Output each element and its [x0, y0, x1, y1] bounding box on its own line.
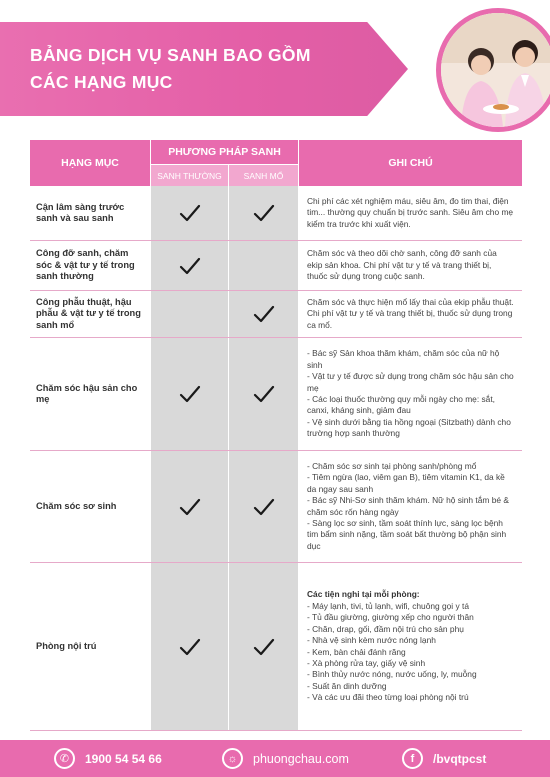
table-row [30, 451, 522, 563]
header-category: HẠNG MỤC [30, 140, 150, 186]
globe-icon: ☼ [222, 748, 243, 769]
note-line: - Máy lạnh, tivi, tủ lạnh, wifi, chuông gọi y tá [307, 600, 469, 611]
row-note [298, 291, 522, 337]
note-line: - Vệ sinh dưới bằng tia hồng ngoại (Sitzbath) dành cho trường hợp sanh thường [307, 416, 511, 439]
phone-number: 1900 54 54 66 [85, 751, 162, 766]
header-normal-birth: SANH THƯỜNG [150, 164, 228, 186]
note-line: - Và các ưu đãi theo từng loại phòng nội trú [307, 692, 469, 703]
normal-birth-cell [150, 186, 228, 240]
normal-birth-cell [150, 451, 228, 562]
table-row [30, 563, 522, 731]
row-category: Chăm sóc hậu sản cho mẹ [36, 382, 138, 404]
table-row [30, 338, 522, 451]
check-icon [253, 384, 275, 404]
note-line: - Bác sỹ Sản khoa thăm khám, chăm sóc của nữ hộ sinh [307, 348, 500, 370]
nurse-patient-photo [441, 13, 550, 127]
facebook-icon: f [402, 748, 423, 769]
header-c-section: SANH MỔ [228, 164, 298, 186]
phone-icon: ✆ [54, 748, 75, 769]
table-row [30, 241, 522, 291]
note-line: - Chăn, drap, gối, đầm nội trú cho sản phụ [307, 623, 464, 634]
c-section-cell [228, 338, 298, 450]
page-title [30, 42, 360, 96]
hero-photo [436, 8, 550, 132]
title-line-2: CÁC HẠNG MỤC [30, 72, 173, 92]
note-line: Chi phí các xét nghiệm máu, siêu âm, đo tim thai, điện tim... thường quy chuẩn bị trước sanh. Siêu âm cho mẹ kiểm tra trước khi xuất viện. [307, 195, 514, 229]
normal-birth-cell [150, 563, 228, 730]
check-icon [253, 637, 275, 657]
c-section-cell [228, 241, 298, 290]
row-category: Công phẫu thuật, hậu phẫu & vật tư y tế trong sanh mổ [36, 296, 141, 330]
service-table [30, 140, 522, 731]
row-note [298, 241, 522, 290]
footer-phone[interactable] [54, 748, 162, 769]
title-line-1: BẢNG DỊCH VỤ SANH BAO GỒM [30, 45, 311, 65]
check-icon [179, 256, 201, 276]
footer [0, 740, 550, 777]
check-icon [253, 203, 275, 223]
note-line: - Bác sỹ Nhi-Sơ sinh thăm khám. Nữ hộ sinh tắm bé & chăm sóc rốn hàng ngày [307, 495, 509, 517]
note-line: - Tủ đầu giường, giường xếp cho người thân [307, 612, 474, 623]
c-section-cell [228, 451, 298, 562]
check-icon [253, 497, 275, 517]
note-line: - Tiêm ngừa (lao, viêm gan B), tiêm vitamin K1, da kề da ngay sau sanh [307, 472, 505, 494]
note-heading: Các tiện nghi tại mỗi phòng: [307, 589, 420, 600]
check-icon [179, 384, 201, 404]
normal-birth-cell [150, 338, 228, 450]
website-link: phuongchau.com [253, 751, 349, 766]
note-line: - Chăm sóc sơ sinh tại phòng sanh/phòng mổ [307, 460, 477, 471]
table-row [30, 291, 522, 338]
normal-birth-cell [150, 241, 228, 290]
check-icon [179, 203, 201, 223]
footer-facebook[interactable] [402, 748, 486, 769]
note-line: - Sàng lọc sơ sinh, tầm soát thính lực, sàng lọc bệnh tim bẩm sinh nặng, tầm soát bất thường bộ phận sinh dục [307, 517, 507, 551]
row-note [298, 338, 522, 450]
note-line: - Vật tư y tế được sử dụng trong chăm sóc hậu sản cho mẹ [307, 371, 514, 393]
row-note [298, 563, 522, 730]
check-icon [179, 637, 201, 657]
normal-birth-cell [150, 291, 228, 337]
check-icon [253, 304, 275, 324]
row-category: Chăm sóc sơ sinh [36, 500, 117, 511]
table-header [30, 140, 522, 186]
note-line: - Nhà vệ sinh kèm nước nóng lạnh [307, 635, 436, 646]
note-line: - Kem, bàn chải đánh răng [307, 646, 406, 657]
c-section-cell [228, 186, 298, 240]
row-category: Phòng nội trú [36, 640, 97, 651]
header-note: GHI CHÚ [298, 140, 522, 186]
row-category: Công đỡ sanh, chăm sóc & vật tư y tế trong sanh thường [36, 248, 135, 282]
note-line: - Suất ăn dinh dưỡng [307, 680, 387, 691]
note-line: - Bình thủy nước nóng, nước uống, ly, muỗng [307, 669, 477, 680]
note-line: - Các loại thuốc thường quy mỗi ngày cho mẹ: sắt, canxi, kháng sinh, giảm đau [307, 394, 495, 416]
row-note [298, 186, 522, 240]
c-section-cell [228, 291, 298, 337]
header-method: PHƯƠNG PHÁP SANH [150, 140, 298, 164]
c-section-cell [228, 563, 298, 730]
row-category: Cận lâm sàng trước sanh và sau sanh [36, 201, 125, 223]
table-row [30, 186, 522, 241]
footer-website[interactable] [222, 748, 349, 769]
facebook-handle: /bvqtpcst [433, 751, 487, 766]
note-line: Chăm sóc và thực hiện mổ lấy thai của ekip phẫu thuật. Chi phí vật tư y tế và trang thiết bị, thuốc sử dụng trong ca mổ. [307, 296, 514, 330]
table-body [30, 186, 522, 731]
note-line: - Xà phòng rửa tay, giấy vệ sinh [307, 657, 426, 668]
check-icon [179, 497, 201, 517]
note-line: Chăm sóc và theo dõi chờ sanh, công đỡ sanh của ekip sản khoa. Chi phí vật tư y tế và trang thiết bị, thuốc sử dụng trong cuộc sanh. [307, 248, 497, 282]
row-note [298, 451, 522, 562]
